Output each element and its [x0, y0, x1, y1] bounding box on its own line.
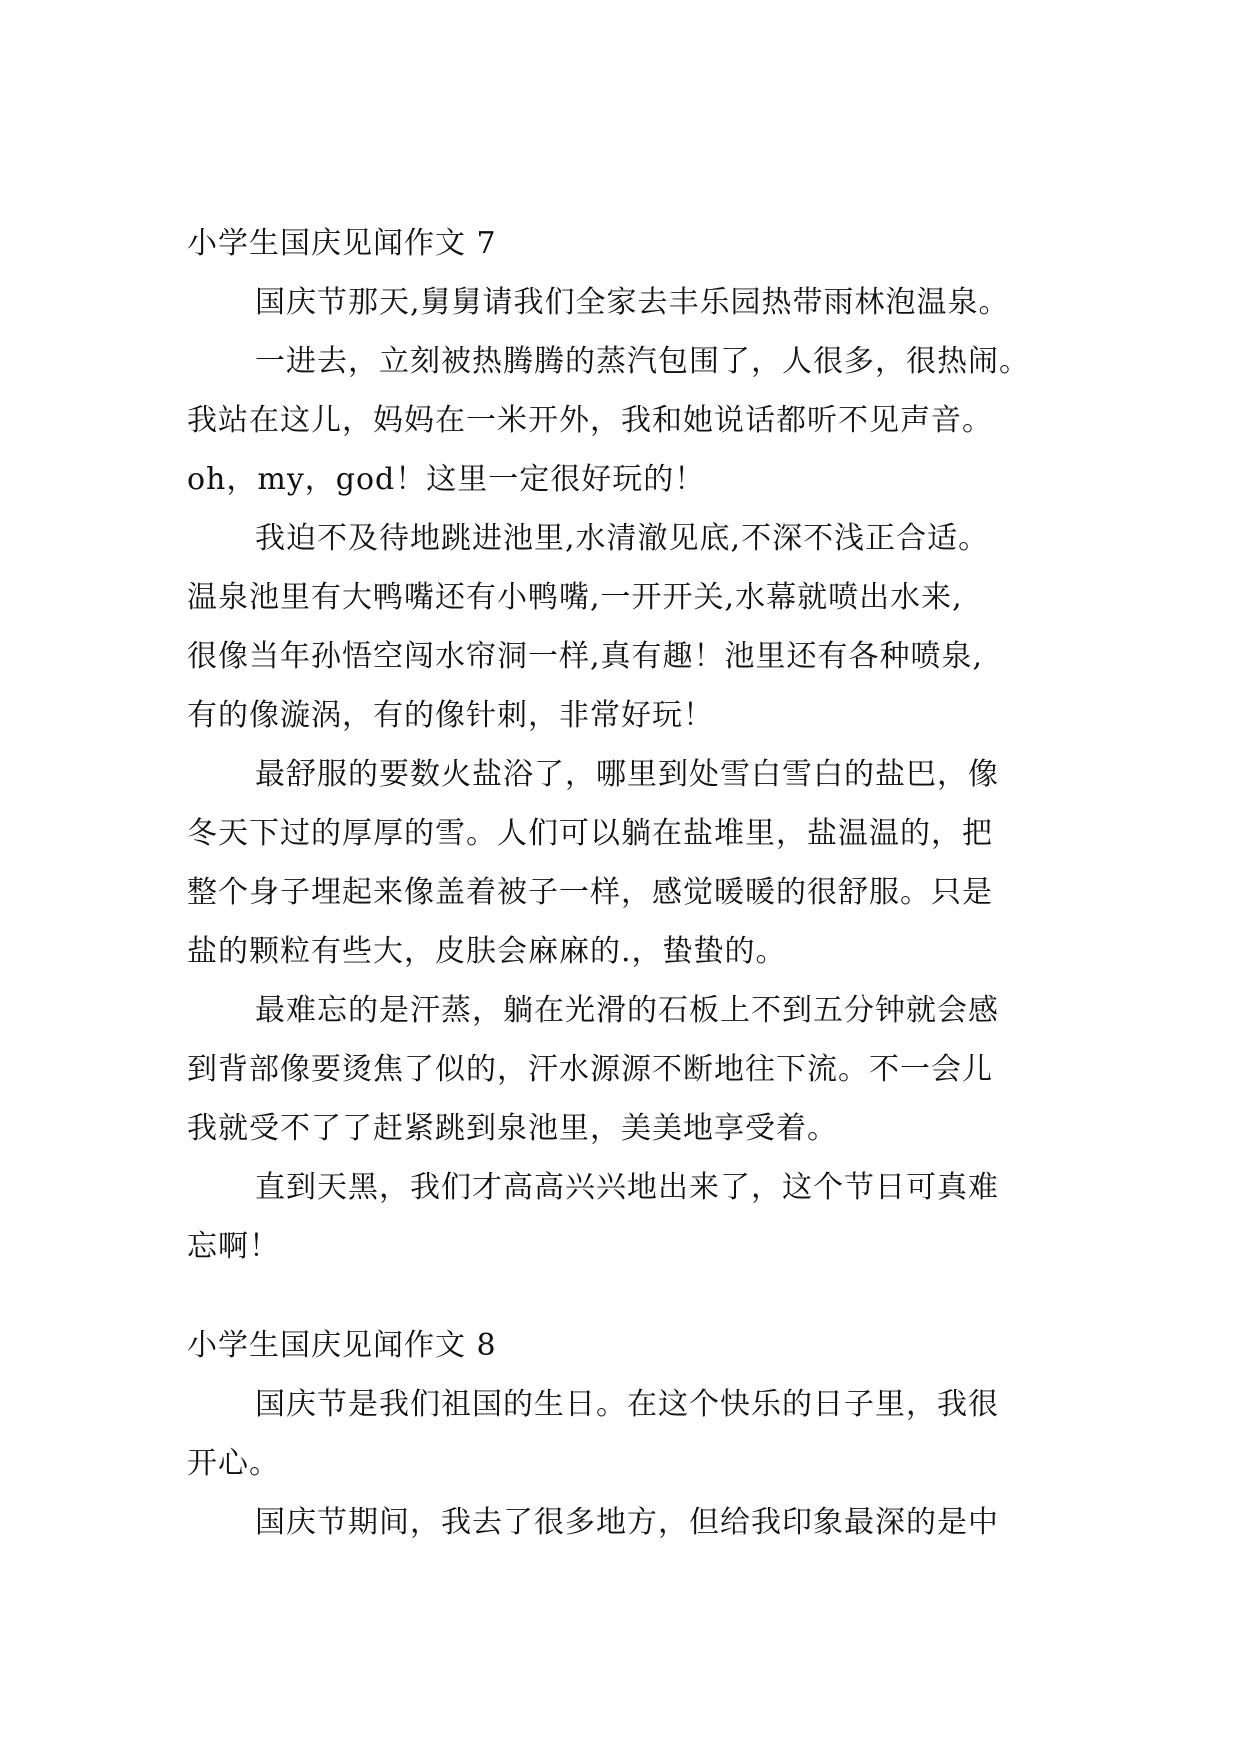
paragraph-line: 国庆节期间，我去了很多地方，但给我印象最深的是中 [255, 1505, 999, 1540]
paragraph-line: 冬天下过的厚厚的雪。人们可以躺在盐堆里，盐温温的，把 [187, 816, 993, 851]
paragraph-line: 到背部像要烫焦了似的，汗水源源不断地往下流。不一会儿 [187, 1052, 993, 1087]
paragraph-line: 盐的颗粒有些大，皮肤会麻麻的.，蛰蛰的。 [187, 934, 787, 969]
paragraph-line: 温泉池里有大鸭嘴还有小鸭嘴,一开开关,水幕就喷出水来, [187, 580, 963, 615]
paragraph-line: 最舒服的要数火盐浴了，哪里到处雪白雪白的盐巴，像 [255, 757, 999, 792]
paragraph-line: 直到天黑，我们才高高兴兴地出来了，这个节日可真难 [255, 1170, 999, 1205]
paragraph-line: 整个身子埋起来像盖着被子一样，感觉暖暖的很舒服。只是 [187, 875, 993, 910]
paragraph-line: 有的像漩涡，有的像针刺，非常好玩！ [187, 698, 714, 733]
paragraph-line: 开心。 [187, 1446, 280, 1481]
paragraph-line: 一进去，立刻被热腾腾的蒸汽包围了，人很多，很热闹。 [255, 344, 1030, 379]
paragraph-line: 我迫不及待地跳进池里,水清澈见底,不深不浅正合适。 [255, 521, 990, 556]
section-heading: 小学生国庆见闻作文 8 [187, 1328, 497, 1363]
paragraph-line: 国庆节是我们祖国的生日。在这个快乐的日子里，我很 [255, 1387, 999, 1422]
paragraph-line: 最难忘的是汗蒸，躺在光滑的石板上不到五分钟就会感 [255, 993, 999, 1028]
paragraph-line: 我站在这儿，妈妈在一米开外，我和她说话都听不见声音。 [187, 403, 993, 438]
paragraph-line: 忘啊！ [187, 1229, 280, 1264]
paragraph-line: 很像当年孙悟空闯水帘洞一样,真有趣！池里还有各种喷泉, [187, 639, 984, 674]
paragraph-line: oh，my，god！这里一定很好玩的！ [187, 462, 706, 497]
paragraph-line: 我就受不了了赶紧跳到泉池里，美美地享受着。 [187, 1111, 838, 1146]
section-heading: 小学生国庆见闻作文 7 [187, 226, 497, 261]
paragraph-line: 国庆节那天,舅舅请我们全家去丰乐园热带雨林泡温泉。 [255, 285, 1010, 320]
